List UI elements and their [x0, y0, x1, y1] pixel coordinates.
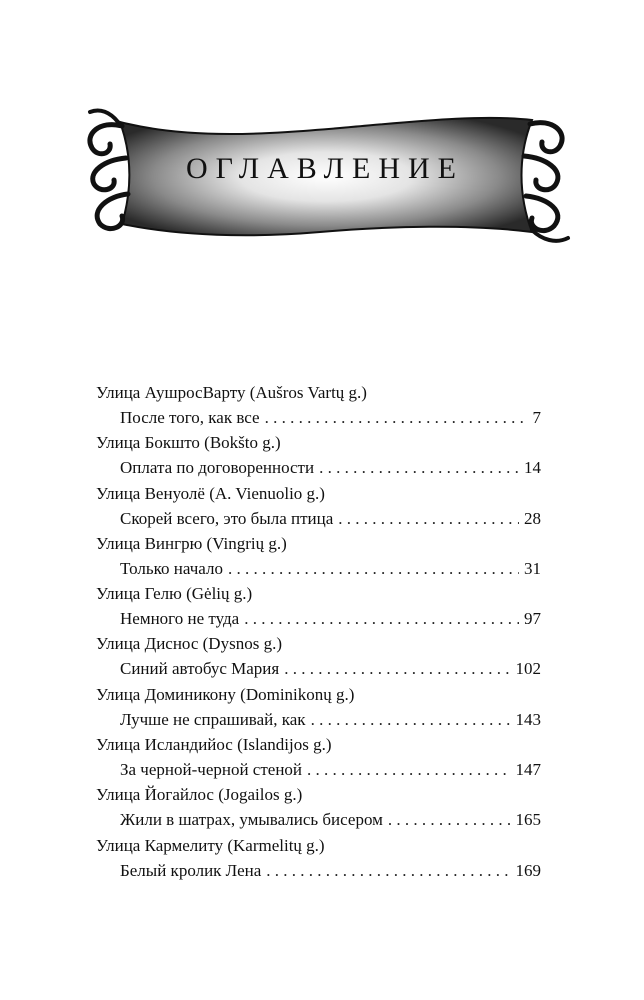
toc-entry[interactable] [96, 858, 541, 883]
entry-title: Только начало [120, 558, 223, 578]
toc-entry[interactable] [96, 506, 541, 531]
dot-leader [319, 455, 519, 480]
entry-title: Оплата по договоренности [120, 458, 315, 478]
toc-section [96, 481, 541, 531]
dot-leader [228, 556, 519, 581]
page-number: 7 [532, 408, 541, 427]
page-number: 102 [515, 659, 541, 679]
toc-section [96, 732, 541, 782]
toc-section [96, 380, 541, 430]
page-number: 143 [515, 709, 541, 729]
street-heading: Улица АушросВарту (Aušros Vartų g.) [96, 383, 367, 402]
dot-leader [265, 405, 524, 430]
toc-section [96, 581, 541, 631]
street-heading: Улица Гелю (Gėlių g.) [96, 584, 253, 604]
street-heading: Улица Бокшто (Bokšto g.) [96, 433, 281, 453]
dot-leader [244, 606, 519, 631]
toc-section [96, 682, 541, 732]
toc-section [96, 833, 541, 883]
street-heading: Улица Венуолё (A. Vienuolio g.) [96, 483, 325, 503]
dot-leader [311, 707, 511, 732]
entry-title: Синий автобус Мария [120, 659, 280, 679]
entry-title: Белый кролик Лена [120, 860, 262, 880]
title-banner [70, 100, 580, 250]
page-number: 14 [524, 458, 541, 478]
toc-entry[interactable] [96, 606, 541, 631]
entry-title: Жили в шатрах, умывались бисером [120, 810, 383, 830]
toc-entry[interactable] [96, 807, 541, 832]
street-heading: Улица Вингрю (Vingrių g.) [96, 533, 287, 553]
page-number: 28 [524, 508, 541, 528]
page-number: 147 [515, 760, 541, 780]
entry-title: После того, как все [120, 408, 260, 427]
entry-title: За черной-черной стеной [120, 760, 303, 780]
toc-entry[interactable] [96, 757, 541, 782]
dot-leader [307, 757, 510, 782]
page-title: ОГЛАВЛЕНИЕ [186, 152, 464, 185]
dot-leader [388, 807, 511, 832]
toc-entry[interactable] [96, 455, 541, 480]
page-number: 31 [524, 558, 541, 578]
dot-leader [338, 506, 519, 531]
street-heading: Улица Исландийос (Islandijos g.) [96, 735, 332, 755]
toc-section [96, 430, 541, 480]
street-heading: Улица Диснос (Dysnos g.) [96, 634, 282, 654]
toc-section [96, 631, 541, 681]
toc-entry[interactable] [96, 405, 541, 430]
page-number: 165 [515, 810, 541, 830]
entry-title: Немного не туда [120, 609, 240, 629]
street-heading: Улица Доминикону (Dominikonų g.) [96, 684, 355, 704]
toc-section [96, 782, 541, 832]
toc-entry[interactable] [96, 656, 541, 681]
toc-entry[interactable] [96, 556, 541, 581]
page-number: 169 [515, 860, 541, 880]
street-heading: Улица Йогайлос (Jogailos g.) [96, 785, 303, 805]
street-heading: Улица Кармелиту (Karmelitų g.) [96, 835, 325, 855]
entry-title: Скорей всего, это была птица [120, 508, 334, 528]
dot-leader [284, 656, 510, 681]
entry-title: Лучше не спрашивай, как [120, 709, 306, 729]
toc-section [96, 531, 541, 581]
table-of-contents [96, 380, 541, 883]
dot-leader [266, 858, 510, 883]
toc-entry[interactable] [96, 707, 541, 732]
page-number: 97 [524, 609, 541, 629]
